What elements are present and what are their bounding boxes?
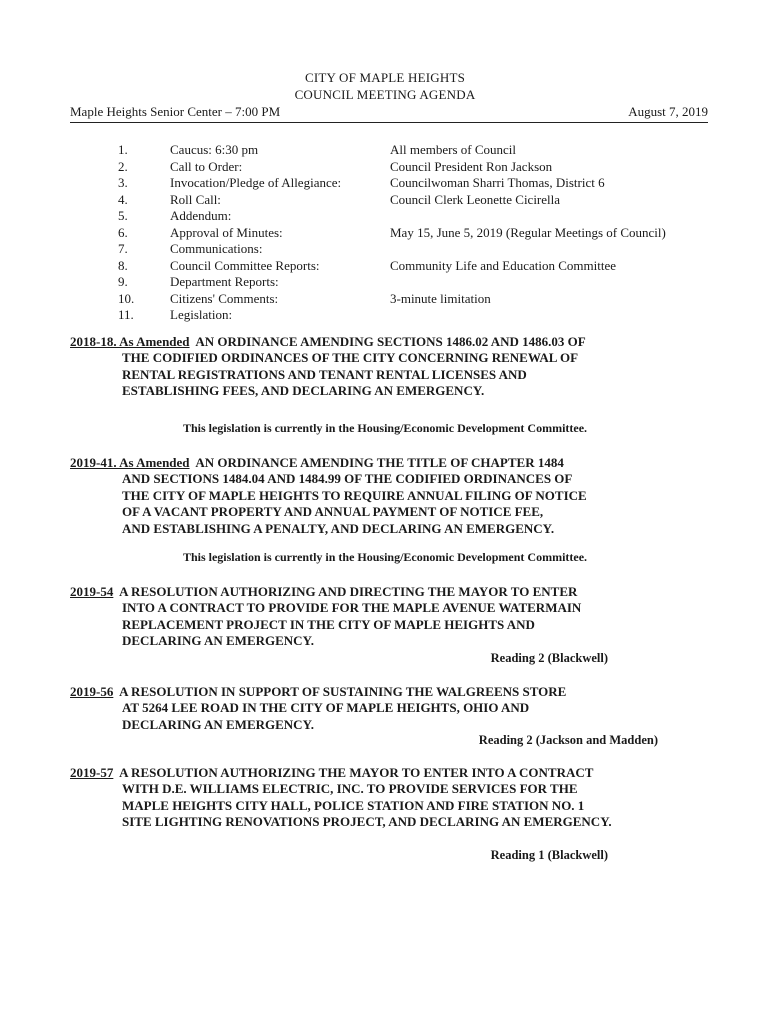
agenda-item: 6. Approval of Minutes: May 15, June 5, 2019 (Regular Meetings of Council): [118, 224, 666, 240]
agenda-item: 8. Council Committee Reports: Community Life and Education Committee: [118, 257, 617, 273]
agenda-item: 3. Invocation/Pledge of Allegiance: Councilwoman Sharri Thomas, District 6: [118, 175, 605, 190]
committee-note: This legislation is currently in the Housing/Economic Development Committee.: [182, 421, 588, 435]
legislation-title: A RESOLUTION IN SUPPORT OF SUSTAINING THE WALGREENS STORE: [119, 684, 567, 699]
reading-label: Reading 2 (Jackson and Madden): [478, 733, 658, 747]
legislation-title: A RESOLUTION AUTHORIZING THE MAYOR TO ENTER INTO A CONTRACT: [119, 765, 594, 780]
legislation-number: 2019-54: [70, 584, 114, 599]
agenda-item: 7. Communications:: [118, 241, 263, 256]
legislation-number: 2019-56: [70, 684, 114, 699]
legislation-item: 2019-57 A RESOLUTION AUTHORIZING THE MAYOR TO ENTER INTO A CONTRACT WITH D.E. WILLIAMS ELECTRIC, INC. TO PROVIDE SERVICES FOR THE MAPLE HEIGHTS CITY HALL, POLICE STATION AND FIRE STATION NO. 1 SITE LIGHTING RENOVATIONS PROJECT, AND DECLARING AN EMERGENCY.: [70, 765, 612, 830]
meeting-date: August 7, 2019: [628, 104, 708, 119]
header-rule: [70, 122, 708, 123]
agenda-title: COUNCIL MEETING AGENDA: [294, 87, 476, 102]
city-name: CITY OF MAPLE HEIGHTS: [304, 70, 466, 85]
legislation-item: 2019-54 A RESOLUTION AUTHORIZING AND DIRECTING THE MAYOR TO ENTER INTO A CONTRACT TO PROVIDE FOR THE MAPLE AVENUE WATERMAIN REPLACEMENT PROJECT IN THE CITY OF MAPLE HEIGHTS AND DECLARING AN EMERGENCY.: [70, 584, 582, 649]
legislation-number: 2019-57: [70, 765, 114, 780]
agenda-item: 9. Department Reports:: [118, 274, 279, 289]
reading-label: Reading 1 (Blackwell): [490, 848, 608, 862]
legislation-title: AN ORDINANCE AMENDING THE TITLE OF CHAPTER 1484: [195, 455, 564, 470]
meeting-venue: Maple Heights Senior Center – 7:00 PM: [70, 104, 281, 119]
agenda-item: 5. Addendum:: [118, 208, 232, 223]
agenda-item: 11. Legislation:: [118, 307, 233, 322]
legislation-item: 2018-18. As Amended AN ORDINANCE AMENDING SECTIONS 1486.02 AND 1486.03 OF THE CODIFIED ORDINANCES OF THE CITY CONCERNING RENEWAL OF RENTAL REGISTRATIONS AND TENANT RENTAL LICENSES AND ESTABLISHING FEES, AND DECLARING AN EMERGENCY.: [70, 334, 586, 399]
agenda-item: 1. Caucus: 6:30 pm All members of Council: [118, 142, 517, 157]
legislation-title: AN ORDINANCE AMENDING SECTIONS 1486.02 AND 1486.03 OF: [195, 334, 586, 349]
agenda-items-list: [0, 142, 770, 324]
committee-note: This legislation is currently in the Housing/Economic Development Committee.: [182, 550, 588, 564]
agenda-item: 4. Roll Call: Council Clerk Leonette Cicirella: [118, 191, 561, 207]
legislation-item: 2019-56 A RESOLUTION IN SUPPORT OF SUSTAINING THE WALGREENS STORE AT 5264 LEE ROAD IN THE CITY OF MAPLE HEIGHTS, OHIO AND DECLARING AN EMERGENCY.: [70, 684, 567, 732]
agenda-item: 2. Call to Order: Council President Ron Jackson: [118, 158, 553, 174]
legislation-number: 2018-18. As Amended: [70, 334, 190, 349]
legislation-title: A RESOLUTION AUTHORIZING AND DIRECTING THE MAYOR TO ENTER: [119, 584, 578, 599]
agenda-item: 10. Citizens' Comments: 3-minute limitation: [118, 290, 491, 306]
legislation-number: 2019-41. As Amended: [70, 455, 190, 470]
reading-label: Reading 2 (Blackwell): [490, 651, 608, 665]
legislation-item: 2019-41. As Amended AN ORDINANCE AMENDING THE TITLE OF CHAPTER 1484 AND SECTIONS 1484.04 AND 1484.99 OF THE CODIFIED ORDINANCES OF THE CITY OF MAPLE HEIGHTS TO REQUIRE ANNUAL FILING OF NOTICE OF A VACANT PROPERTY AND ANNUAL PAYMENT OF NOTICE FEE, AND ESTABLISHING A PENALTY, AND DECLARING AN EMERGENCY.: [70, 455, 587, 536]
